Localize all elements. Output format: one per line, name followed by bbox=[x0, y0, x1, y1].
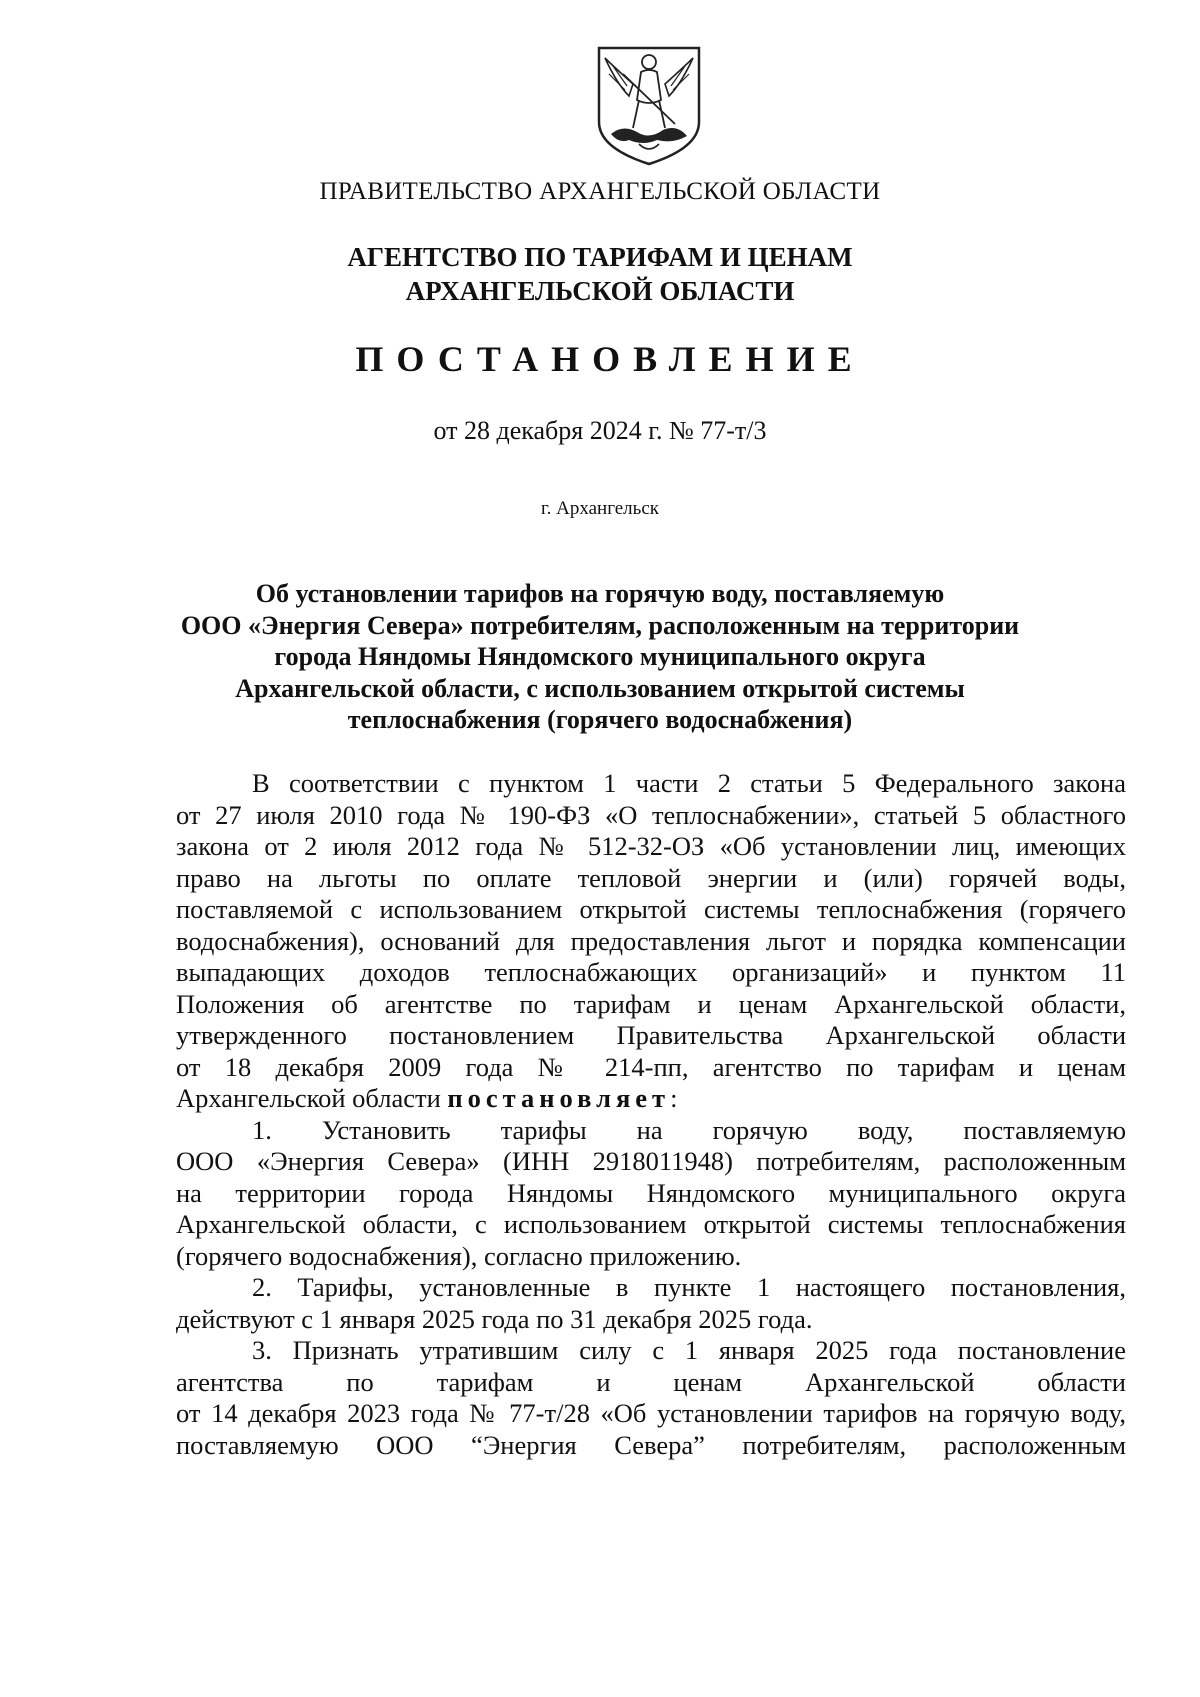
item-line: от 14 декабря 2023 года № 77-т/28 «Об установлении тарифов на горячую воду, bbox=[176, 1398, 1126, 1428]
body-line: Положения об агентстве по тарифам и ценам Архангельской области, bbox=[176, 988, 1126, 1019]
document-body bbox=[176, 768, 1126, 1461]
title-line: города Няндомы Няндомского муниципального округа bbox=[274, 642, 926, 671]
document-title bbox=[180, 578, 1020, 736]
title-line: теплоснабжения (горячего водоснабжения) bbox=[347, 705, 853, 734]
body-line: водоснабжения), оснований для предоставления льгот и порядка компенсации bbox=[176, 925, 1126, 956]
body-line: от 27 июля 2010 года № 190-ФЗ «О теплоснабжении», статьей 5 областного bbox=[176, 799, 1126, 830]
item-line: ООО «Энергия Севера» (ИНН 2918011948) потребителям, расположенным bbox=[176, 1146, 1126, 1176]
body-line: закона от 2 июля 2012 года № 512-32-ОЗ «Об установлении лиц, имеющих bbox=[176, 831, 1126, 861]
resolve-prefix: Архангельской области bbox=[176, 1083, 448, 1113]
agency-name bbox=[0, 240, 1200, 308]
item-line: действуют с 1 января 2025 года по 31 декабря 2025 года. bbox=[176, 1303, 813, 1334]
item-line: 3. Признать утратившим силу с 1 января 2025 года постановление bbox=[252, 1335, 1126, 1365]
body-line: поставляемой с использованием открытой системы теплоснабжения (горячего bbox=[176, 894, 1126, 924]
item-line: (горячего водоснабжения), согласно приложению. bbox=[176, 1240, 742, 1271]
agency-name-line: АРХАНГЕЛЬСКОЙ ОБЛАСТИ bbox=[405, 276, 795, 306]
coat-of-arms-emblem bbox=[593, 44, 705, 168]
item-line: агентства по тарифам и ценам Архангельской области bbox=[176, 1366, 1126, 1397]
item-line: поставляемую ООО “Энергия Севера” потребителям, расположенным bbox=[176, 1429, 1126, 1460]
agency-name-line: АГЕНТСТВО ПО ТАРИФАМ И ЦЕНАМ bbox=[347, 242, 853, 272]
item-line: на территории города Няндомы Няндомского муниципального округа bbox=[176, 1177, 1126, 1208]
body-line: право на льготы по оплате тепловой энергии и (или) горячей воды, bbox=[176, 862, 1126, 893]
resolve-word: постановляет bbox=[447, 1083, 671, 1113]
document-type: ПОСТАНОВЛЕНИЕ bbox=[355, 339, 865, 379]
title-line: Об установлении тарифов на горячую воду, поставляемую bbox=[255, 579, 945, 608]
item-line: 1. Установить тарифы на горячую воду, поставляемую bbox=[252, 1114, 1126, 1145]
body-line: выпадающих доходов теплоснабжающих организаций» и пунктом 11 bbox=[176, 957, 1126, 987]
body-line: утвержденного постановлением Правительства Архангельской области bbox=[176, 1020, 1126, 1050]
title-line: ООО «Энергия Севера» потребителям, расположенным на территории bbox=[180, 610, 1020, 640]
body-line: от 18 декабря 2009 года № 214-пп, агентство по тарифам и ценам bbox=[176, 1051, 1126, 1082]
government-name: ПРАВИТЕЛЬСТВО АРХАНГЕЛЬСКОЙ ОБЛАСТИ bbox=[319, 178, 881, 205]
title-line: Архангельской области, с использованием открытой системы bbox=[235, 673, 965, 703]
item-line: Архангельской области, с использованием открытой системы теплоснабжения bbox=[176, 1209, 1126, 1239]
item-line: 2. Тарифы, установленные в пункте 1 настоящего постановления, bbox=[252, 1272, 1126, 1302]
document-city: г. Архангельск bbox=[540, 498, 659, 519]
document-date-number: от 28 декабря 2024 г. № 77-т/3 bbox=[433, 416, 767, 445]
resolve-line bbox=[176, 1083, 1126, 1115]
body-line: В соответствии с пунктом 1 части 2 статьи 5 Федерального закона bbox=[252, 768, 1126, 798]
resolve-suffix: : bbox=[670, 1083, 678, 1113]
